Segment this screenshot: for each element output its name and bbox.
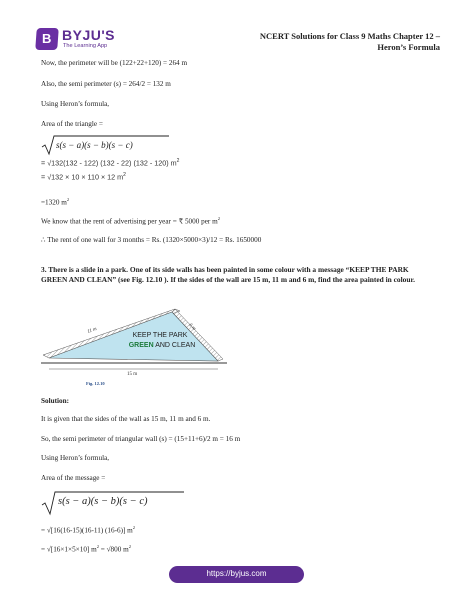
- byjus-logo: [36, 27, 124, 51]
- step2-line: [41, 172, 126, 182]
- herons-formula: [41, 134, 171, 156]
- using-herons-text: Using Heron’s formula,: [41, 100, 110, 108]
- step1-2-sup: 2: [132, 525, 136, 530]
- message-green: GREEN: [128, 342, 154, 349]
- footer-link-pill[interactable]: [169, 566, 304, 583]
- step2-2-sup: 2: [96, 544, 99, 549]
- step2-sup: 2: [123, 172, 126, 178]
- formula-2-factors: (s − a)(s − b)(s − c): [62, 496, 148, 507]
- step2-2-line: [41, 544, 131, 555]
- side-11-label: 11 m: [86, 326, 98, 335]
- step1-line: [41, 158, 179, 168]
- area-message-label: Area of the message =: [41, 474, 106, 482]
- page-title-line2: Heron’s Formula: [377, 42, 440, 52]
- area-label: Area of the triangle =: [41, 120, 103, 128]
- message-line2: [129, 342, 196, 349]
- logo-tagline: The Learning App: [63, 43, 108, 49]
- formula-s: s: [56, 140, 60, 150]
- perimeter-text: Now, the perimeter will be (122+22+120) = 264 m: [41, 59, 188, 67]
- rent-wall-text: ∴ The rent of one wall for 3 months = Rs. (1320×5000×3)/12 = Rs. 1650000: [41, 236, 262, 244]
- side-15-label: 15 m: [127, 372, 138, 377]
- message-line1: KEEP THE PARK: [132, 332, 188, 339]
- step2-2-tail: = √800 m: [98, 545, 129, 554]
- solution-label: Solution:: [41, 397, 69, 405]
- step1-2-line: [41, 525, 135, 536]
- logo-name: BYJU'S: [62, 27, 116, 43]
- figure-caption: Fig. 12.10: [86, 381, 105, 386]
- semi-perimeter-2-text: So, the semi perimeter of triangular wall (s) = (15+11+6)/2 m = 16 m: [41, 435, 241, 443]
- rent-sup: 2: [217, 216, 220, 221]
- herons-formula-2: [41, 490, 186, 516]
- step2-2-tail-sup: 2: [128, 544, 131, 549]
- semi-perimeter-text: Also, the semi perimeter (s) = 264/2 = 132 m: [41, 80, 171, 88]
- logo-letter: B: [42, 31, 52, 46]
- result-line: [41, 197, 69, 208]
- formula-factors: (s − a)(s − b)(s − c): [59, 140, 133, 150]
- step1-2-text: = √[16(16-15)(16-11) (16-6)] m: [41, 526, 133, 535]
- formula-2-s: s: [58, 496, 63, 507]
- step1-text: = √132(132 - 122) (132 - 22) (132 - 120) m: [41, 158, 177, 168]
- sides-text: It is given that the sides of the wall as 15 m, 11 m and 6 m.: [41, 415, 211, 423]
- question-3: 3. There is a slide in a park. One of its side walls has been painted in some colour with a message “KEEP THE PARK GREEN AND CLEAN” (see Fig. 12.10 ). If the sides of the wall are 15 m, 11 m and 6 m, find the area painted in colour.: [41, 265, 415, 285]
- step1-sup: 2: [176, 158, 180, 164]
- figure-12-10: [41, 303, 227, 389]
- step2-2-text: = √[16×1×5×10] m: [41, 545, 97, 554]
- slide-wall-diagram: [41, 303, 227, 389]
- side-6-label: 6 m: [187, 322, 197, 332]
- step2-text: = √132 × 10 × 110 × 12 m: [41, 172, 124, 182]
- rent-text: We know that the rent of advertising per year = ₹ 5000 per m: [41, 217, 218, 226]
- using-herons-2-text: Using Heron’s formula,: [41, 454, 110, 462]
- message-rest: AND CLEAN: [153, 342, 196, 349]
- page-title-line1: NCERT Solutions for Class 9 Maths Chapter 12 –: [259, 31, 440, 41]
- result-text: =1320 m: [41, 198, 67, 207]
- rent-line: [41, 216, 220, 227]
- footer-url[interactable]: https://byjus.com: [206, 569, 267, 578]
- result-sup: 2: [66, 197, 70, 202]
